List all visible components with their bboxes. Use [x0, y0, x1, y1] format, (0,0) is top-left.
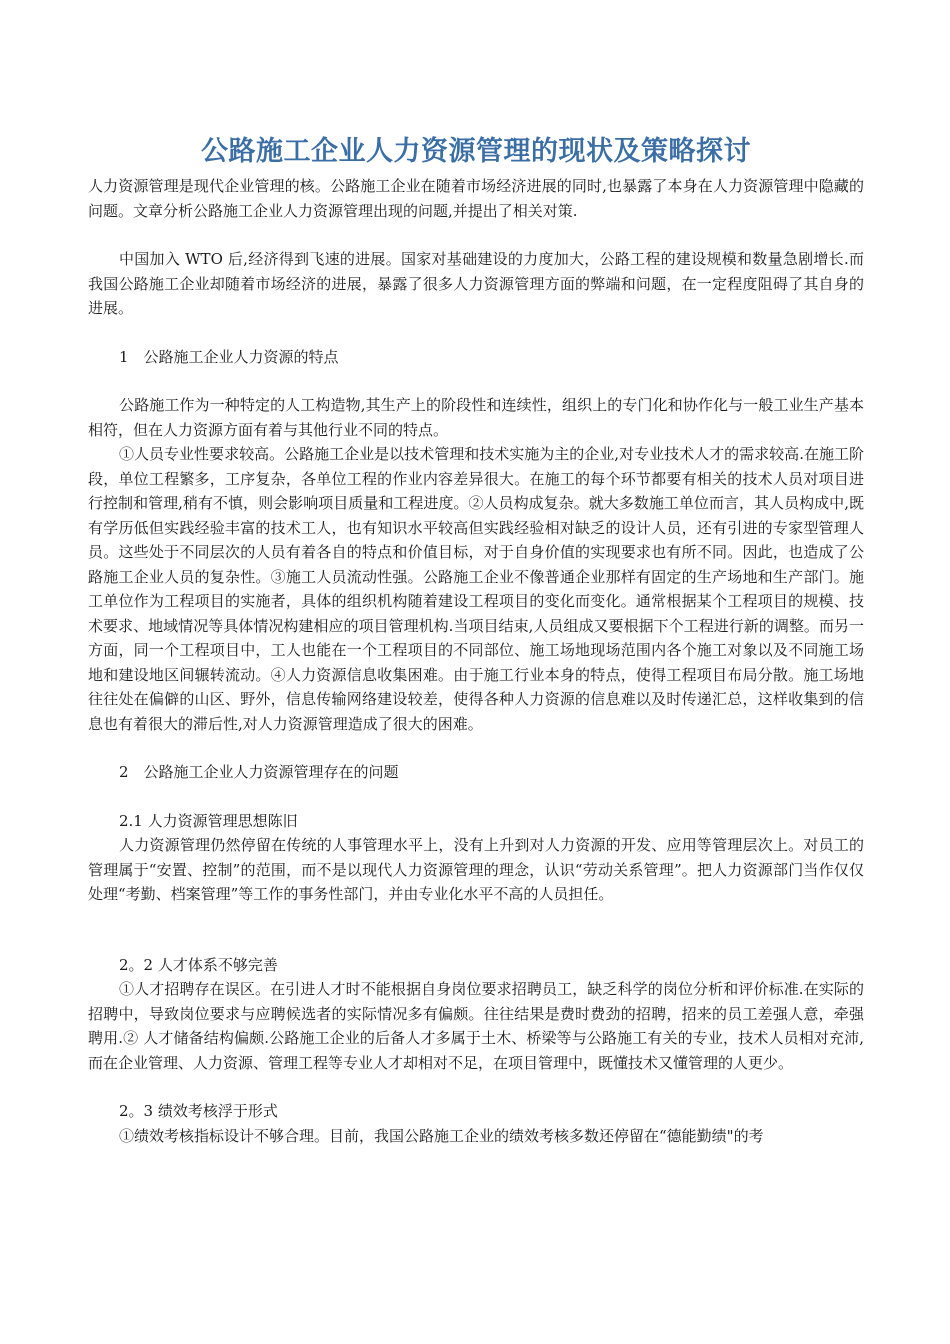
section-2-1-heading: 2.1 人力资源管理思想陈旧: [119, 811, 298, 830]
section-2-3-heading: 2。3 绩效考核浮于形式: [119, 1102, 278, 1120]
section-2-3-paragraph: ①绩效考核指标设计不够合理。目前，我国公路施工企业的绩效考核多数还停留在“德能勤绩"的考: [119, 1126, 764, 1145]
document-page: [88, 132, 864, 1148]
section-2-2-paragraph: ①人才招聘存在误区。在引进人才时不能根据自身岗位要求招聘员工，缺乏科学的岗位分析和评价标准.在实际的招聘中，导致岗位要求与应聘候选者的实际情况多有偏颇。往往结果是费时费劲的招聘，招来的员工差强人意，牵强聘用.② 人才储备结构偏颇.公路施工企业的后备人才多属于土木、桥梁等与公路施工有关的专业，技术人员相对充沛,而在企业管理、人力资源、管理工程等专业人才却相对不足，在项目管理中，既懂技术又懂管理的人更少。: [88, 980, 864, 1072]
section-1-heading: 1 公路施工企业人力资源的特点: [119, 347, 339, 366]
abstract-paragraph: 人力资源管理是现代企业管理的核。公路施工企业在随着市场经济进展的同时,也暴露了本身在人力资源管理中隐藏的问题。文章分析公路施工企业人力资源管理出现的问题,并提出了相关对策.: [88, 177, 864, 220]
section-1-paragraph-1: 公路施工作为一种特定的人工构造物,其生产上的阶段性和连续性，组织上的专门化和协作化与一般工业生产基本相符，但在人力资源方面有着与其他行业不同的特点。: [88, 396, 864, 439]
section-2-heading: 2 公路施工企业人力资源管理存在的问题: [119, 763, 399, 781]
section-2-1-paragraph: 人力资源管理仍然停留在传统的人事管理水平上，没有上升到对人力资源的开发、应用等管理层次上。对员工的管理属于“安置、控制”的范围，而不是以现代人力资源管理的理念，认识“劳动关系管理”。把人力资源部门当作仅仅处理“考勤、档案管理”等工作的事务性部门，并由专业化水平不高的人员担任。: [88, 836, 864, 903]
intro-paragraph: 中国加入 WTO 后,经济得到飞速的进展。国家对基础建设的力度加大，公路工程的建设规模和数量急剧增长.而我国公路施工企业却随着市场经济的进展，暴露了很多人力资源管理方面的弊端和问题，在一定程度阻碍了其自身的进展。: [88, 250, 864, 317]
section-1-paragraph-2: ①人员专业性要求较高。公路施工企业是以技术管理和技术实施为主的企业,对专业技术人才的需求较高.在施工阶段，单位工程繁多，工序复杂，各单位工程的作业内容差异很大。在施工的每个环节都要有相关的技术人员对项目进行控制和管理,稍有不慎，则会影响项目质量和工程进度。②人员构成复杂。就大多数施工单位而言，其人员构成中,既有学历低但实践经验丰富的技术工人，也有知识水平较高但实践经验相对缺乏的设计人员，还有引进的专家型管理人员。这些处于不同层次的人员有着各自的特点和价值目标，对于自身价值的实现要求也有所不同。因此，也造成了公路施工企业人员的复杂性。③施工人员流动性强。公路施工企业不像普通企业那样有固定的生产场地和生产部门。施工单位作为工程项目的实施者，具体的组织机构随着建设工程项目的变化而变化。通常根据某个工程项目的规模、技术要求、地域情况等具体情况构建相应的项目管理机构.当项目结束,人员组成又要根据下个工程进行新的调整。而另一方面，同一个工程项目中，工人也能在一个工程项目的不同部位、施工场地现场范围内各个施工对象以及不同施工场地和建设地区间辗转流动。④人力资源信息收集困难。由于施工行业本身的特点，使得工程项目布局分散。施工场地往往处在偏僻的山区、野外，信息传输网络建设较差，使得各种人力资源的信息难以及时传递汇总，这样收集到的信息也有着很大的滞后性,对人力资源管理造成了很大的困难。: [88, 445, 864, 733]
section-2-2-heading: 2。2 人才体系不够完善: [119, 955, 278, 974]
document-title: 公路施工企业人力资源管理的现状及策略探讨: [201, 136, 751, 167]
